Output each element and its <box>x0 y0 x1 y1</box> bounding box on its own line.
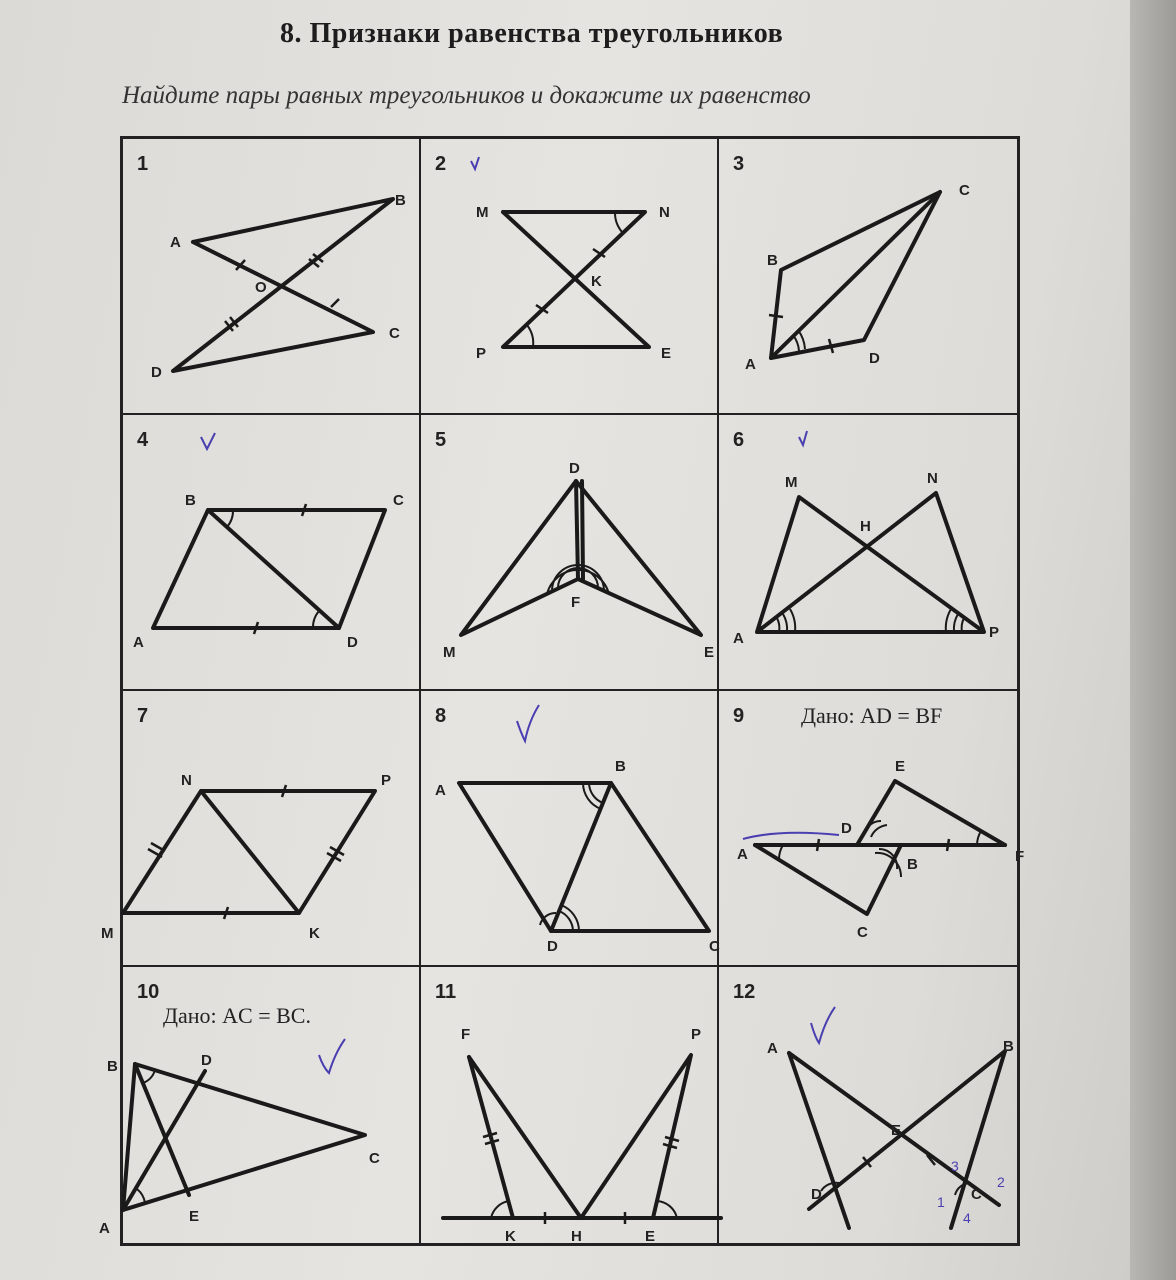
vertex-label: C <box>971 1186 982 1203</box>
problem-7 <box>101 691 421 967</box>
problem-number: 4 <box>137 429 149 451</box>
vertex-label: D <box>569 460 580 477</box>
vertex-label: D <box>869 350 880 367</box>
problem-number: 10 <box>137 981 160 1003</box>
figure-8 <box>421 691 721 968</box>
problem-number: 8 <box>435 705 447 727</box>
vertex-label: C <box>857 924 868 941</box>
problem-number: 3 <box>733 153 745 175</box>
vertex-label: M <box>785 474 798 491</box>
vertex-label: F <box>461 1026 471 1043</box>
vertex-label: N <box>927 470 938 487</box>
problem-number: 6 <box>733 429 745 451</box>
vertex-label: D <box>201 1052 212 1069</box>
vertex-label: D <box>347 634 358 651</box>
vertex-label: K <box>591 273 602 290</box>
given-condition: Дано: AC = BC. <box>163 1003 311 1028</box>
problem-number: 12 <box>733 981 756 1003</box>
problem-6 <box>719 415 1017 691</box>
check-mark <box>319 1039 345 1073</box>
vertex-label: C <box>389 325 400 342</box>
problem-number: 2 <box>435 153 447 175</box>
vertex-label: D <box>841 820 852 837</box>
figure-9 <box>719 691 1025 968</box>
annotation: 4 <box>963 1210 971 1226</box>
vertex-label: P <box>989 624 1000 641</box>
figure-1 <box>123 139 423 416</box>
page-title: 8. Признаки равенства треугольников <box>280 18 784 49</box>
problem-number: 9 <box>733 705 745 727</box>
vertex-label: A <box>435 782 446 799</box>
vertex-label: C <box>393 492 404 509</box>
vertex-label: F <box>571 594 581 611</box>
vertex-label: C <box>959 182 970 199</box>
vertex-label: A <box>733 630 744 647</box>
vertex-label: K <box>505 1228 516 1245</box>
vertex-label: A <box>170 234 181 251</box>
problem-2 <box>421 139 719 415</box>
problem-1 <box>123 139 421 415</box>
annotation: 3 <box>951 1158 959 1174</box>
figure-6 <box>719 415 1019 692</box>
problem-10 <box>99 967 421 1243</box>
figure-5 <box>421 415 721 692</box>
problem-8 <box>421 691 719 967</box>
figure-4 <box>123 415 423 692</box>
vertex-label: B <box>615 758 626 775</box>
vertex-label: K <box>309 925 320 942</box>
annotation: 2 <box>997 1174 1005 1190</box>
vertex-label: P <box>381 772 392 789</box>
vertex-label: N <box>181 772 192 789</box>
page-edge <box>1130 0 1176 1280</box>
vertex-label: B <box>395 192 406 209</box>
problem-5 <box>421 415 719 691</box>
vertex-label: A <box>99 1220 110 1237</box>
problem-9 <box>719 691 1025 967</box>
vertex-label: F <box>1015 848 1025 865</box>
vertex-label: E <box>189 1208 200 1225</box>
vertex-label: B <box>1003 1038 1014 1055</box>
vertex-label: H <box>860 518 871 535</box>
vertex-label: D <box>811 1186 822 1203</box>
check-mark <box>811 1007 835 1043</box>
figure-11 <box>421 967 721 1244</box>
vertex-label: H <box>571 1228 582 1245</box>
given-condition: Дано: AD = BF <box>801 703 943 728</box>
problem-number: 7 <box>137 705 149 727</box>
vertex-label: C <box>369 1150 380 1167</box>
vertex-label: B <box>107 1058 118 1075</box>
check-mark <box>471 157 479 169</box>
vertex-label: P <box>476 345 487 362</box>
vertex-label: M <box>476 204 489 221</box>
problem-number: 1 <box>137 153 149 175</box>
vertex-label: A <box>133 634 144 651</box>
vertex-label: A <box>745 356 756 373</box>
vertex-label: B <box>767 252 778 269</box>
vertex-label: E <box>704 644 715 661</box>
vertex-label: A <box>737 846 748 863</box>
check-mark <box>201 433 215 449</box>
vertex-label: E <box>891 1122 902 1139</box>
vertex-label: B <box>185 492 196 509</box>
problem-number: 5 <box>435 429 447 451</box>
vertex-label: M <box>101 925 114 942</box>
page-subtitle: Найдите пары равных треугольников и докажите их равенство <box>122 82 811 109</box>
vertex-label: D <box>151 364 162 381</box>
problem-number: 11 <box>435 981 457 1003</box>
figure-12 <box>719 967 1019 1244</box>
pen-stroke <box>743 833 839 839</box>
figure-2 <box>421 139 721 416</box>
vertex-label: P <box>691 1026 702 1043</box>
check-mark <box>799 431 807 445</box>
vertex-label: M <box>443 644 456 661</box>
vertex-label: C <box>709 938 720 955</box>
problem-4 <box>123 415 421 691</box>
vertex-label: A <box>767 1040 778 1057</box>
vertex-label: D <box>547 938 558 955</box>
vertex-label: E <box>645 1228 656 1245</box>
vertex-label: E <box>895 758 906 775</box>
vertex-label: O <box>255 279 267 296</box>
figure-3 <box>719 139 1019 416</box>
figure-7 <box>101 691 423 968</box>
vertex-label: B <box>907 856 918 873</box>
problems-grid <box>99 136 1025 1246</box>
annotation: 1 <box>937 1194 945 1210</box>
figure-10 <box>99 967 423 1244</box>
problem-3 <box>719 139 1017 415</box>
vertex-label: E <box>661 345 672 362</box>
problem-11 <box>421 967 719 1243</box>
vertex-label: N <box>659 204 670 221</box>
check-mark <box>517 705 539 741</box>
problem-12 <box>719 967 1017 1243</box>
